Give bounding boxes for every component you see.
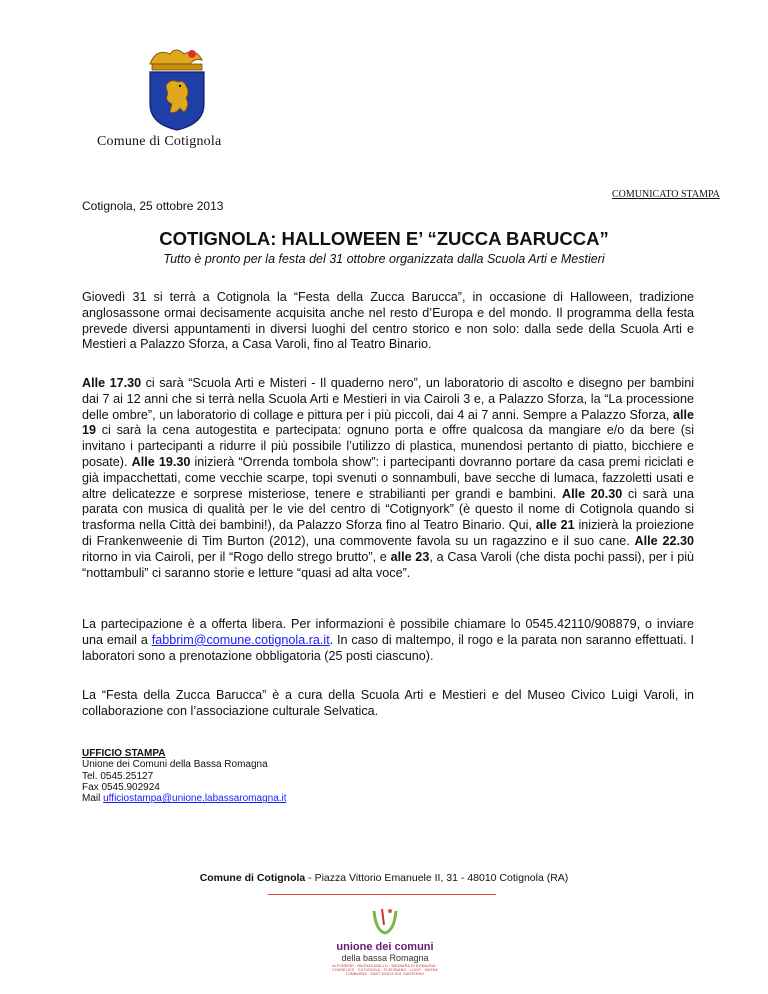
comune-name: Comune di Cotignola (97, 134, 222, 149)
press-office-block (82, 748, 287, 804)
document-subtitle: Tutto è pronto per la festa del 31 ottobre organizzata dalla Scuola Arti e Mestieri (163, 252, 605, 266)
press-office-email-link[interactable]: ufficiostampa@unione.labassaromagna.it (103, 793, 287, 805)
info-text-before: La partecipazione è a offerta libera. Per informazioni è possibile chiamare lo 0545.42110/908879, o inviare una email a (82, 617, 694, 647)
paragraph-info (82, 617, 694, 664)
program-text: ci sarà “Scuola Arti e Misteri - Il quaderno nero”, un laboratorio di ascolto e disegno per bambini dai 7 ai 12 anni che si terrà nella Scuola Arti e Mestieri in via Cairoli 3 e, a Palazzo Sforza, la “La processione delle ombre”, un laboratorio di collage e pittura per i più piccoli, dai 4 ai 7 anni. Sempre a Palazzo Sforza, (82, 376, 694, 422)
program-text: ci sarà la cena autogestita e partecipata: ognuno porta e offre qualcosa da mangiare e/o da bere (si invitano i partecipanti a ridurre il più possibile l’utilizzo di plastica, munendosi pertanto di piatto, bicchiere e posate). (82, 423, 694, 469)
logo-text-unione: unione dei comuni (336, 941, 434, 953)
paragraph-credits: La “Festa della Zucca Barucca” è a cura della Scuola Arti e Mestieri e del Museo Civico Luigi Varoli, in collaborazione con l’associazione culturale Selvatica. (82, 688, 694, 718)
program-time: alle 19 (82, 407, 694, 438)
footer-comune-name: Comune di Cotignola (199, 872, 306, 884)
press-office-mail-row (82, 793, 287, 804)
release-date: Cotignola, 25 ottobre 2013 (82, 199, 224, 213)
info-text-after: . In caso di maltempo, il rogo e la parata non saranno effettuati. I laboratori sono a prenotazione obbligatoria (25 posti ciascuno). (82, 632, 695, 663)
logo-text-bassa-romagna: della bassa Romagna (341, 953, 429, 963)
email-link[interactable]: fabbrim@comune.cotignola.ra.it (151, 632, 330, 647)
press-release-label: COMUNICATO STAMPA (612, 189, 720, 200)
document-title: COTIGNOLA: HALLOWEEN E’ “ZUCCA BARUCCA” (159, 228, 609, 249)
paragraph-intro: Giovedì 31 si terrà a Cotignola la “Festa della Zucca Barucca”, in occasione di Halloween, tradizione anglosassone ormai decisamente acquisita anche nel resto d’Europa e del mondo. Il programma della festa prevede diversi appuntamenti in diversi luoghi del centro storico e non solo: dalla sede della Scuola Arti e Mestieri a Palazzo Sforza, a Casa Varoli, fino al Teatro Binario. (82, 290, 694, 352)
footer-address-text: - Piazza Vittorio Emanuele II, 31 - 48010 Cotignola (RA) (305, 872, 569, 884)
press-office-fax: Fax 0545.902924 (82, 781, 160, 793)
press-office-mail-label: Mail (82, 793, 104, 805)
program-text: inizierà “Orrenda tombola show”: i partecipanti dovranno portare da casa premi riciclati e già impacchettati, come vecchie scarpe, topi svenuti o sonnambuli, bave secche di lumaca, fazzoletti usati e altre delicatezze e sorprese misteriose, tenere e strabilianti per grandi e bambini. (82, 454, 694, 501)
program-text: ritorno in via Cairoli, per il “Rogo dello strego brutto”, e (82, 549, 391, 564)
footer-address (0, 872, 768, 884)
program-text: inizierà la proiezione di Frankenweenie di Tim Burton (2012), una commovente favola su un ragazzino e il suo cane. (82, 518, 695, 548)
program-text: ci sarà una parata con musica di qualità per le vie del centro di “Cotignyork” (è questo il nome di Cotignola quando si trasforma nella Città dei bambini!), da Palazzo Sforza fino al Teatro Binario. Qui, (82, 486, 694, 533)
program-time: Alle 17.30 (82, 376, 142, 390)
press-office-tel: Tel. 0545.25127 (82, 770, 154, 782)
footer-divider (268, 894, 496, 895)
paragraph-program (82, 376, 694, 581)
press-office-heading: UFFICIO STAMPA (82, 748, 166, 759)
comune-crest-logo (136, 46, 218, 132)
program-time: Alle 20.30 (561, 486, 623, 501)
logo-member-towns: ALFONSINE · BAGNACAVALLO · BAGNARA DI ROMAGNA · CONSELICE · COTIGNOLA · FUSIGNANO · LUGO · MASSA LOMBARDA · SANT'AGATA SUL SANTERNO (332, 964, 438, 976)
program-time: Alle 19.30 (131, 454, 191, 469)
program-time: alle 21 (535, 518, 575, 533)
program-text: , a Casa Varoli (che dista pochi passi), per i più “nottambuli” ci saranno storie e letture “quasi ad alta voce”. (82, 549, 695, 580)
program-time: alle 23 (390, 549, 430, 564)
program-time: Alle 22.30 (634, 533, 694, 548)
press-office-org: Unione dei Comuni della Bassa Romagna (82, 759, 268, 771)
